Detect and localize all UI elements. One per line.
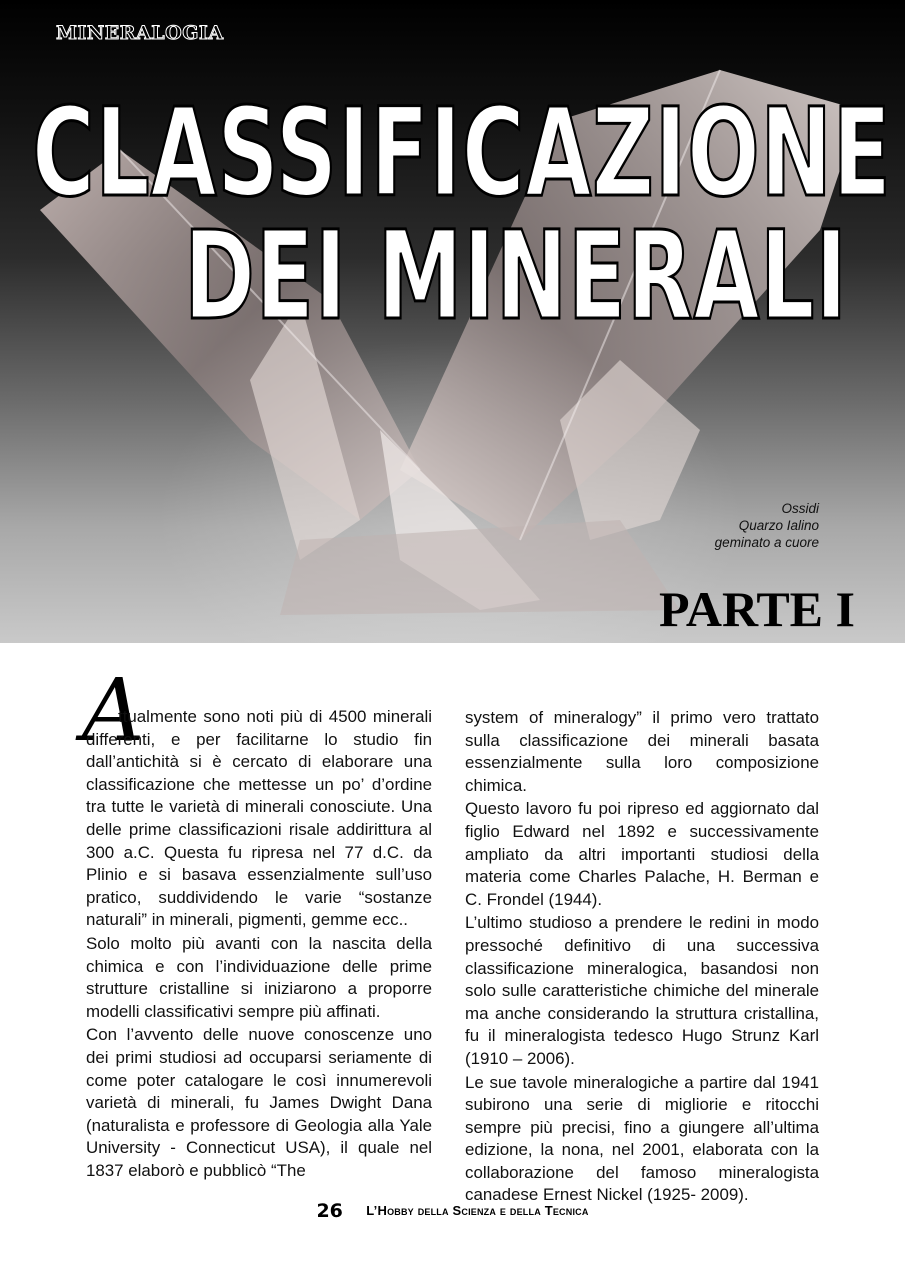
paragraph: L’ultimo studioso a prendere le redini in modo pressoché definitivo di una successiva classificazione mineralogica, basandosi non solo sulle caratteristiche chimiche del minerale ma anche considerando la struttura cristallina, fu il mineralogista tedesco Hugo Strunz Karl (1910 – 2006). (465, 913, 819, 1068)
page-number: 26 (316, 1200, 343, 1222)
magazine-name: L’Hobby della Scienza e della Tecnica (366, 1203, 589, 1218)
title-line-1: CLASSIFICAZIONE (32, 82, 892, 224)
drop-cap: A (82, 661, 145, 761)
paragraph: Questo lavoro fu poi ripreso ed aggiornato dal figlio Edward nel 1892 e successivamente ampliato da altri importanti studiosi della materia come Charles Palache, H. Berman e C. Frondel (1944). (465, 799, 819, 909)
photo-caption (715, 500, 819, 551)
paragraph: system of mineralogy” il primo vero trattato sulla classificazione dei minerali basata essenzialmente sulla loro composizione chimica. (465, 708, 819, 795)
page-footer (0, 1200, 905, 1222)
caption-line: Quarzo Ialino (738, 518, 819, 533)
article-column-left (86, 706, 432, 1183)
title-line-2: DEI MINERALI (184, 205, 848, 347)
paragraph: Solo molto più avanti con la nascita della chimica e con l’individuazione delle prime strutture cristalline si iniziarono a proporre modelli classificativi sempre più affinati. (86, 933, 432, 1021)
caption-line: geminato a cuore (714, 535, 819, 550)
part-label: PARTE I (659, 581, 855, 637)
article-column-right (465, 707, 819, 1208)
paragraph: ttualmente sono noti più di 4500 minerali differenti, e per facilitarne lo studio fin dall’antichità si è cercato di elaborare una classificazione che mettesse un po’ d’ordine tra tutte le varietà di minerali conosciute. Una delle prime classificazioni risale addirittura al 300 a.C. Questa fu ripresa nel 77 d.C. da Plinio e si basava essenzialmente sull’uso pratico, suddividendo le varie “sostanze naturali” in minerali, pigmenti, gemme ecc.. (86, 707, 432, 930)
paragraph: Con l’avvento delle nuove conoscenze uno dei primi studiosi ad occuparsi seriamente di come poter catalogare le così innumerevoli varietà di minerali, fu James Dwight Dana (naturalista e professore di Geologia alla Yale University - Connecticut USA), il quale nel 1837 elaborò e pubblicò “The (86, 1025, 432, 1180)
section-label: MINERALOGIA (56, 22, 224, 44)
caption-line: Ossidi (781, 501, 819, 516)
paragraph: Le sue tavole mineralogiche a partire dal 1941 subirono una serie di migliorie e ritocchi sempre più precisi, fino a giungere all’ultima edizione, la nona, nel 2001, elaborata con la collaborazione del famoso mineralogista canadese Ernest Nickel (1925- 2009). (465, 1072, 819, 1205)
